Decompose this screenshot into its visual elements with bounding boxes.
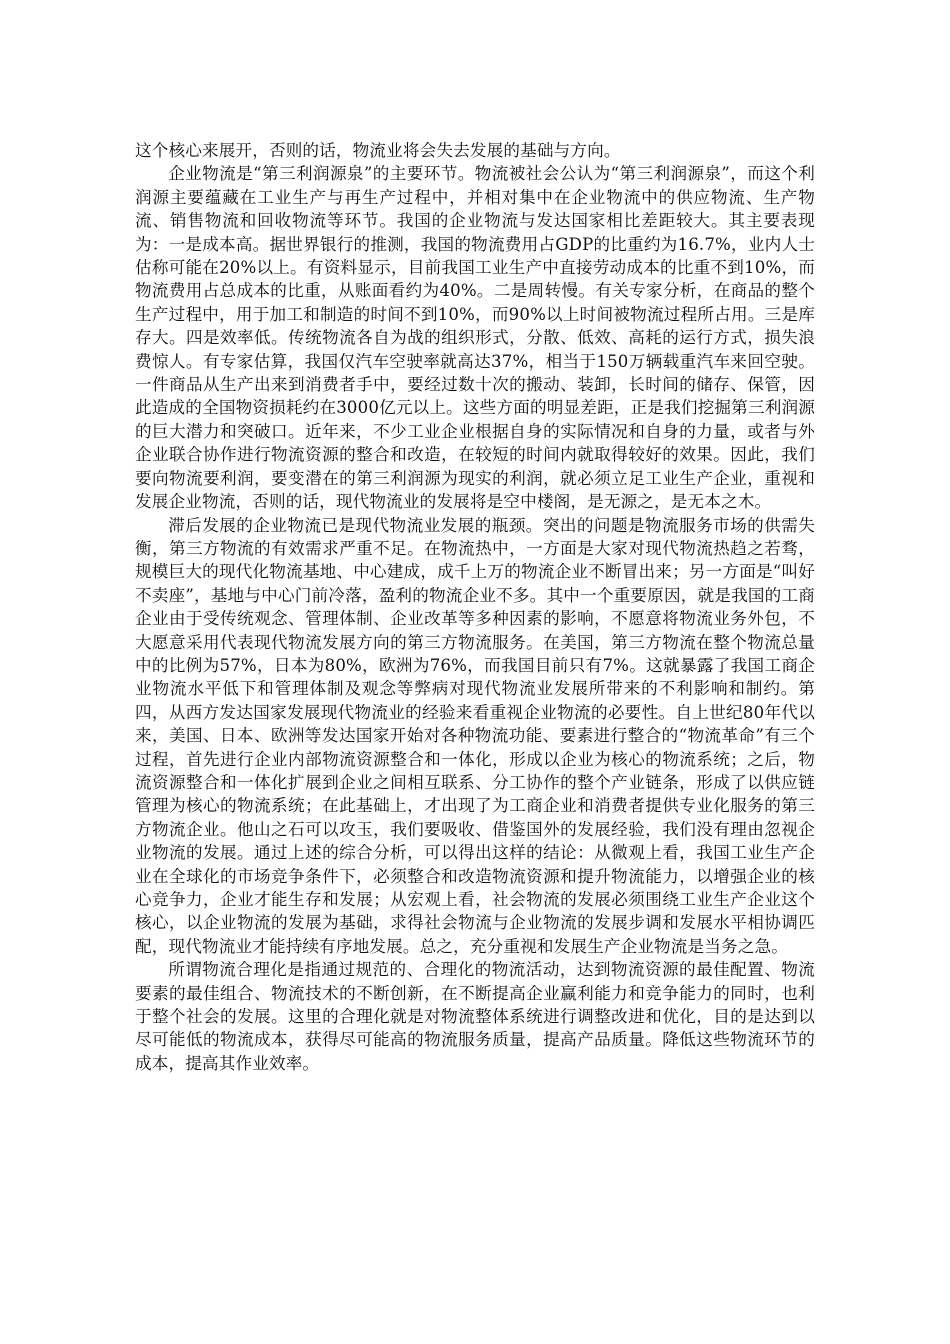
paragraph-third-profit-source: 企业物流是“第三利润源泉”的主要环节。物流被社会公认为“第三利润源泉”，而这个利润源主要蕴藏在工业生产与再生产过程中，并相对集中在企业物流中的供应物流、生产物流、销售物流和回收物流等环节。我国的企业物流与发达国家相比差距较大。其主要表现为：一是成本高。据世界银行的推测，我国的物流费用占GDP的比重约为16.7%，业内人士估称可能在20%以上。有资料显示，目前我国工业生产中直接劳动成本的比重不到10%，而物流费用占总成本的比重，从账面看约为40%。二是周转慢。有关专家分析，在商品的整个生产过程中，用于加工和制造的时间不到10%，而90%以上时间被物流过程所占用。三是库存大。四是效率低。传统物流各自为战的组织形式，分散、低效、高耗的运行方式，损失浪费惊人。有专家估算，我国仅汽车空驶率就高达37%，相当于150万辆载重汽车来回空驶。一件商品从生产出来到消费者手中，要经过数十次的搬动、装卸，长时间的储存、保管，因此造成的全国物资损耗约在3000亿元以上。这些方面的明显差距，正是我们挖掘第三利润源的巨大潜力和突破口。近年来，不少工业企业根据自身的实际情况和自身的力量，或者与外企业联合协作进行物流资源的整合和改造，在较短的时间内就取得较好的效果。因此，我们要向物流要利润，要变潜在的第三利润源为现实的利润，就必须立足工业生产企业，重视和发展企业物流，否则的话，现代物流业的发展将是空中楼阁，是无源之，是无本之木。: [135, 164, 815, 512]
paragraph-logistics-bottleneck: 滞后发展的企业物流已是现代物流业发展的瓶颈。突出的问题是物流服务市场的供需失衡，第三方物流的有效需求严重不足。在物流热中，一方面是大家对现代物流热趋之若骛，规模巨大的现代化物流基地、中心建成，成千上万的物流企业不断冒出来；另一方面是“叫好不卖座”，基地与中心门前冷落，盈利的物流企业不多。其中一个重要原因，就是我国的工商企业由于受传统观念、管理体制、企业改革等多种因素的影响，不愿意将物流业务外包，不大愿意采用代表现代物流发展方向的第三方物流服务。在美国，第三方物流在整个物流总量中的比例为57%，日本为80%，欧洲为76%，而我国目前只有7%。这就暴露了我国工商企业物流水平低下和管理体制及观念等弊病对现代物流业发展所带来的不利影响和制约。第四，从西方发达国家发展现代物流业的经验来看重视企业物流的必要性。自上世纪80年代以来，美国、日本、欧洲等发达国家开始对各种物流功能、要素进行整合的“物流革命”有三个过程，首先进行企业内部物流资源整合和一体化，形成以企业为核心的物流系统；之后，物流资源整合和一体化扩展到企业之间相互联系、分工协作的整个产业链条，形成了以供应链管理为核心的物流系统；在此基础上，才出现了为工商企业和消费者提供专业化服务的第三方物流企业。他山之石可以攻玉，我们要吸收、借鉴国外的发展经验，我们没有理由忽视企业物流的发展。通过上述的综合分析，可以得出这样的结论：从微观上看，我国工业生产企业在全球化的市场竞争条件下，必须整合和改造物流资源和提升物流能力，以增强企业的核心竞争力，企业才能生存和发展；从宏观上看，社会物流的发展必须围绕工业生产企业这个核心，以企业物流的发展为基础，求得社会物流与企业物流的发展步调和发展水平相协调匹配，现代物流业才能持续有序地发展。总之，充分重视和发展生产企业物流是当务之急。: [135, 515, 815, 956]
document-body: [135, 139, 815, 1075]
paragraph-continuation: 这个核心来展开，否则的话，物流业将会失去发展的基础与方向。: [135, 141, 621, 160]
paragraph-logistics-rationalization: 所谓物流合理化是指通过规范的、合理化的物流活动，达到物流资源的最佳配置、物流要素的最佳组合、物流技术的不断创新，在不断提高企业赢利能力和竞争能力的同时，也利于整个社会的发展。这里的合理化就是对物流整体系统进行调整改进和优化，目的是达到以尽可能低的物流成本，获得尽可能高的物流服务质量，提高产品质量。降低这些物流环节的成本，提高其作业效率。: [135, 960, 815, 1073]
